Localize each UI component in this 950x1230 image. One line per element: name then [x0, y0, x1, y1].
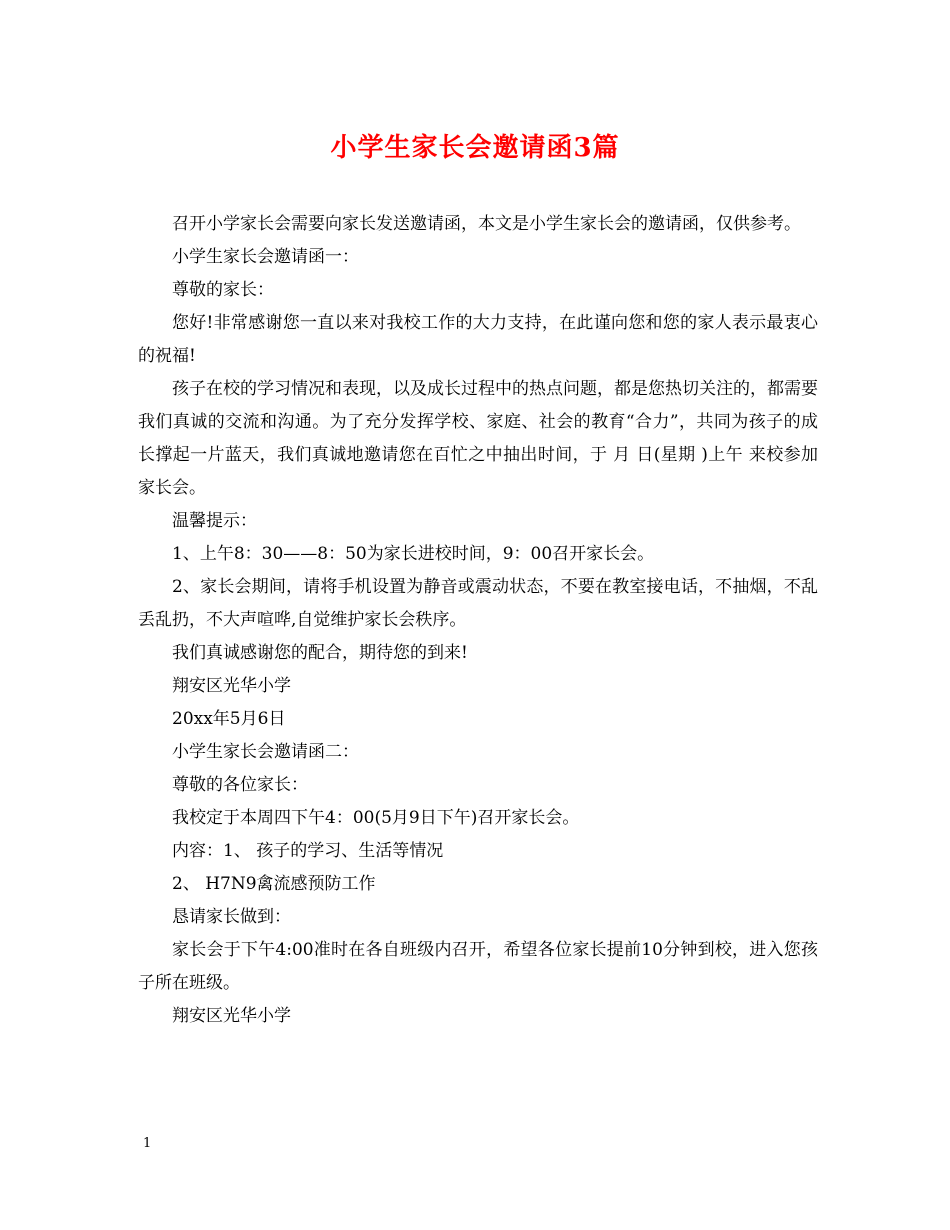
tip-item: 2、家长会期间，请将手机设置为静音或震动状态，不要在教室接电话，不抽烟，不乱丢乱扔，不大声喧哗,自觉维护家长会秩序。	[138, 577, 818, 630]
letter-one-invitation: 孩子在校的学习情况和表现，以及成长过程中的热点问题，都是您热切关注的，都需要我们真诚的交流和沟通。为了充分发挥学校、家庭、社会的教育“合力”，共同为孩子的成长撑起一片蓝天，我们真诚地邀请您在百忙之中抽出时间，于 月 日(星期 )上午 来校参加家长会。	[138, 379, 818, 498]
tips-heading: 温馨提示：	[172, 511, 257, 531]
letter-two-notice: 我校定于本周四下午4：00(5月9日下午)召开家长会。	[172, 808, 580, 828]
page-number: 1	[143, 1136, 152, 1151]
letter-one-salutation: 尊敬的家长：	[172, 280, 274, 300]
document-body	[138, 208, 818, 1033]
document-title: 小学生家长会邀请函3篇	[330, 133, 620, 163]
tip-item: 1、上午8：30——8：50为家长进校时间，9：00召开家长会。	[172, 544, 655, 564]
intro-paragraph: 召开小学家长会需要向家长发送邀请函，本文是小学生家长会的邀请函，仅供参考。	[172, 214, 801, 234]
content-item: 2、 H7N9禽流感预防工作	[172, 874, 376, 894]
letter-one-greeting: 您好!非常感谢您一直以来对我校工作的大力支持，在此谨向您和您的家人表示最衷心的祝福!	[138, 313, 818, 366]
letter-one-thanks: 我们真诚感谢您的配合，期待您的到来!	[172, 643, 468, 663]
request-detail: 家长会于下午4:00准时在各自班级内召开，希望各位家长提前10分钟到校，进入您孩子所在班级。	[138, 940, 818, 993]
letter-two-signature: 翔安区光华小学	[172, 1006, 291, 1026]
request-heading: 恳请家长做到：	[172, 907, 291, 927]
letter-one-heading: 小学生家长会邀请函一：	[172, 247, 359, 267]
letter-two-salutation: 尊敬的各位家长：	[172, 775, 308, 795]
content-item: 内容：1、 孩子的学习、生活等情况	[172, 841, 444, 861]
letter-one-signature: 翔安区光华小学	[172, 676, 291, 696]
letter-one-date: 20xx年5月6日	[172, 709, 286, 729]
letter-two-heading: 小学生家长会邀请函二：	[172, 742, 359, 762]
